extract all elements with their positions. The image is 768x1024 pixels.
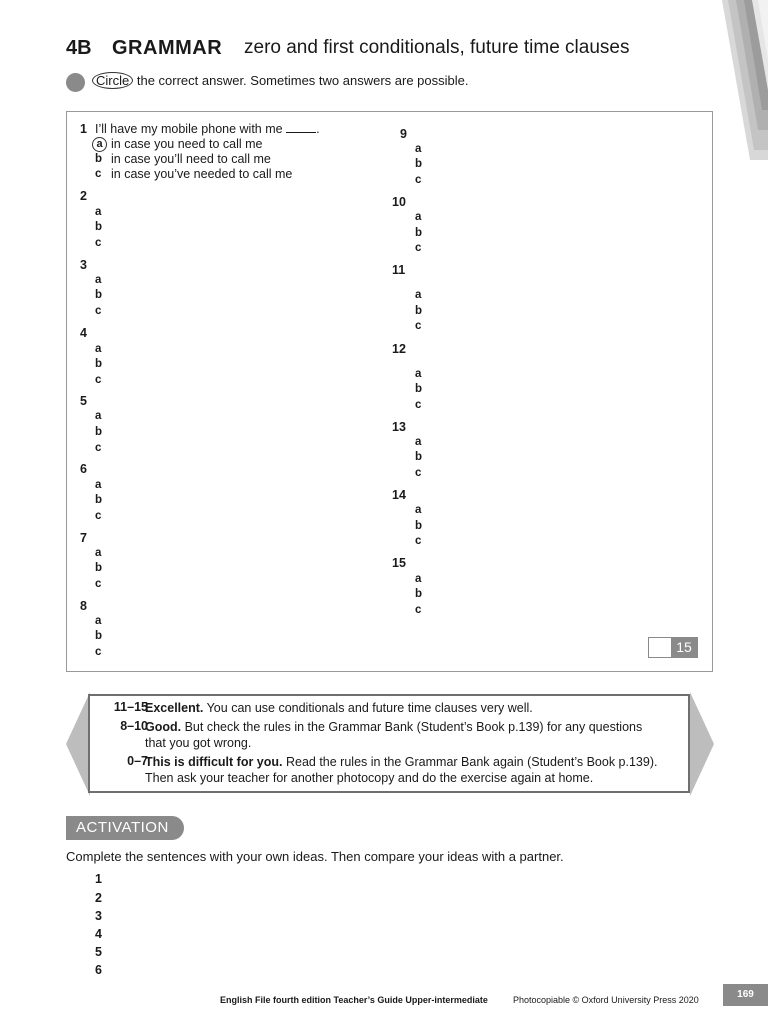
- question-number: 15: [392, 556, 406, 570]
- option-letter[interactable]: b: [415, 588, 423, 600]
- option-letter[interactable]: c: [415, 399, 422, 411]
- circled-word: Circle: [92, 72, 133, 89]
- option-letter[interactable]: b: [95, 494, 103, 506]
- feedback-body: Read the rules in the Grammar Bank again (Student’s Book p.139). Then ask your teacher for another photocopy and do the exercise again at home.: [145, 755, 658, 785]
- option-letter[interactable]: a: [95, 410, 102, 422]
- footer-copyright: Photocopiable © Oxford University Press 2020: [513, 995, 699, 1005]
- feedback-range: 11–15: [113, 700, 148, 714]
- option-text: in case you need to call me: [111, 137, 263, 151]
- option-letter[interactable]: b: [415, 451, 423, 463]
- activation-item-number: 5: [95, 945, 102, 959]
- question-1-stem: [95, 122, 320, 136]
- question-number: 13: [392, 420, 406, 434]
- activation-badge: ACTIVATION: [66, 816, 184, 840]
- feedback-heading: Excellent.: [145, 701, 204, 715]
- question-number: 9: [400, 127, 407, 141]
- option-letter[interactable]: a: [95, 615, 102, 627]
- activation-item-number: 6: [95, 963, 102, 977]
- feedback-text: [145, 719, 665, 751]
- option-letter[interactable]: b: [95, 358, 103, 370]
- option-text: in case you’ve needed to call me: [111, 167, 293, 181]
- option-letter[interactable]: c: [415, 174, 422, 186]
- option-letter[interactable]: b: [95, 289, 103, 301]
- feedback-text: [145, 754, 665, 786]
- option-letter[interactable]: a: [95, 206, 102, 218]
- option-letter[interactable]: a: [95, 274, 102, 286]
- option-letter[interactable]: c: [415, 604, 422, 616]
- score-box: [648, 637, 698, 658]
- page-number: 169: [723, 984, 768, 1006]
- question-number: 2: [80, 189, 87, 203]
- option-letter[interactable]: a: [95, 479, 102, 491]
- question-number: 8: [80, 599, 87, 613]
- option-letter[interactable]: a: [415, 436, 422, 448]
- feedback-heading: This is difficult for you.: [145, 755, 283, 769]
- option-letter[interactable]: a: [415, 289, 422, 301]
- option-letter[interactable]: c: [415, 320, 422, 332]
- unit-subtitle: zero and first conditionals, future time clauses: [244, 37, 630, 58]
- feedback-box: [88, 694, 690, 793]
- instruction-text: the correct answer. Sometimes two answers are possible.: [133, 73, 469, 88]
- exercise-box: [66, 111, 713, 672]
- question-number: 14: [392, 488, 406, 502]
- option-letter[interactable]: b: [415, 383, 423, 395]
- option-letter[interactable]: c: [95, 237, 102, 249]
- option-letter[interactable]: b: [95, 562, 103, 574]
- activation-item-number: 4: [95, 927, 102, 941]
- score-total: 15: [671, 638, 697, 657]
- question-number: 4: [80, 326, 87, 340]
- feedback-text: [145, 700, 665, 716]
- option-letter[interactable]: a: [415, 211, 422, 223]
- activation-instruction: Complete the sentences with your own ideas. Then compare your ideas with a partner.: [66, 849, 564, 864]
- score-entry-field[interactable]: [649, 638, 671, 657]
- question-number: 7: [80, 531, 87, 545]
- question-number: 11: [392, 263, 406, 277]
- option-letter[interactable]: b: [415, 158, 423, 170]
- option-letter[interactable]: b: [95, 426, 103, 438]
- option-letter[interactable]: b: [415, 305, 423, 317]
- feedback-range: 0–7: [127, 754, 148, 768]
- feedback-range: 8–10: [120, 719, 148, 733]
- question-number: 6: [80, 462, 87, 476]
- option-letter[interactable]: c: [95, 646, 102, 658]
- option-letter[interactable]: b: [95, 630, 103, 642]
- option-letter[interactable]: c: [95, 442, 102, 454]
- option-letter[interactable]: a: [415, 143, 422, 155]
- option-a-circled[interactable]: a: [92, 137, 107, 152]
- answer-blank: [286, 131, 316, 133]
- unit-code: 4B: [66, 37, 92, 59]
- option-letter[interactable]: b: [415, 227, 423, 239]
- banner-left-arrow: [66, 692, 90, 796]
- footer-book-title: English File fourth edition Teacher’s Guide Upper-intermediate: [220, 995, 488, 1005]
- instruction-bullet-icon: [66, 73, 85, 92]
- option-text: in case you’ll need to call me: [111, 152, 271, 166]
- banner-right-arrow: [690, 692, 714, 796]
- option-letter[interactable]: a: [415, 504, 422, 516]
- question-1-stem-end: .: [316, 122, 320, 136]
- option-letter[interactable]: c: [95, 374, 102, 386]
- option-letter[interactable]: c: [95, 510, 102, 522]
- feedback-body: You can use conditionals and future time clauses very well.: [203, 701, 533, 715]
- option-letter[interactable]: c: [95, 578, 102, 590]
- question-1-stem-text: I’ll have my mobile phone with me: [95, 122, 287, 136]
- option-letter[interactable]: b: [95, 153, 103, 165]
- question-number: 1: [80, 122, 87, 136]
- option-letter[interactable]: b: [415, 520, 423, 532]
- feedback-heading: Good.: [145, 720, 182, 734]
- option-letter[interactable]: c: [95, 168, 102, 180]
- option-letter[interactable]: c: [95, 305, 102, 317]
- activation-item-number: 3: [95, 909, 102, 923]
- option-letter[interactable]: a: [415, 573, 422, 585]
- decorative-fan-graphic: [722, 0, 768, 160]
- option-letter[interactable]: a: [95, 343, 102, 355]
- question-number: 12: [392, 342, 406, 356]
- question-number: 3: [80, 258, 87, 272]
- unit-title: GRAMMAR: [112, 37, 223, 59]
- option-letter[interactable]: c: [415, 242, 422, 254]
- feedback-body: But check the rules in the Grammar Bank (Student’s Book p.139) for any questions that you got wrong.: [145, 720, 643, 750]
- question-number: 10: [392, 195, 406, 209]
- question-number: 5: [80, 394, 87, 408]
- option-letter[interactable]: a: [95, 547, 102, 559]
- activation-item-number: 1: [95, 872, 102, 886]
- exercise-instruction: [92, 73, 469, 88]
- activation-item-number: 2: [95, 891, 102, 905]
- option-letter[interactable]: c: [415, 535, 422, 547]
- option-letter[interactable]: b: [95, 221, 103, 233]
- option-letter[interactable]: a: [415, 368, 422, 380]
- option-letter[interactable]: c: [415, 467, 422, 479]
